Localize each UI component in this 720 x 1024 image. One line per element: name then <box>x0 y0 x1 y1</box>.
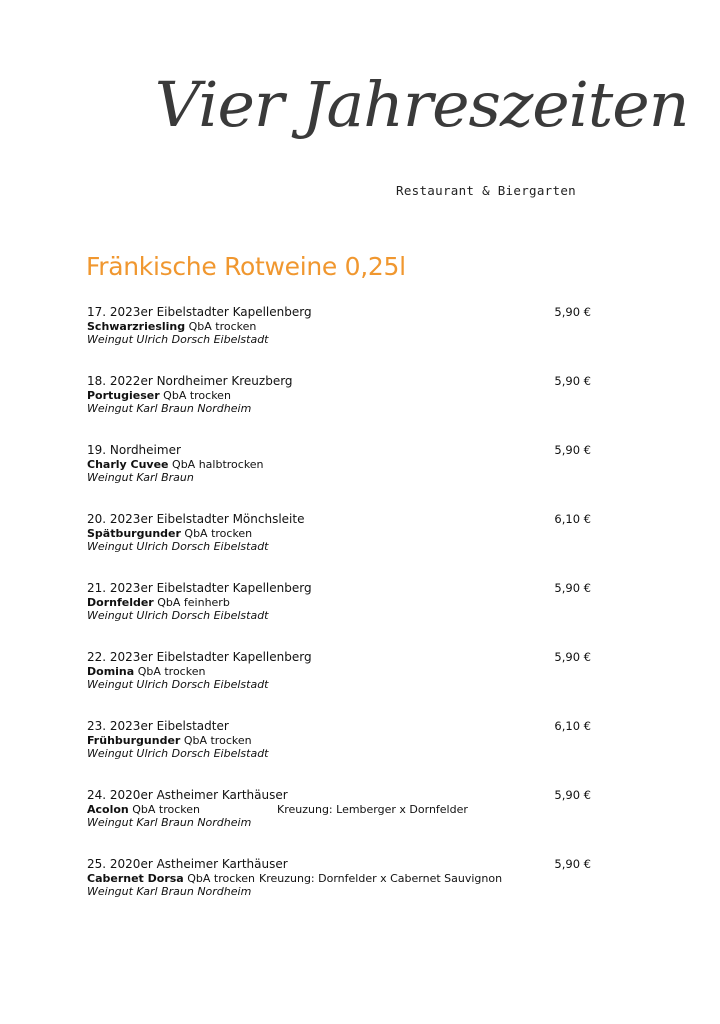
wine-quality: QbA trocken <box>163 388 231 402</box>
wine-title: 25. 2020er Astheimer Karthäuser <box>87 857 288 871</box>
wine-quality: QbA trocken <box>187 871 255 885</box>
logo-subtitle: Restaurant & Biergarten <box>396 183 576 198</box>
wine-title: 20. 2023er Eibelstadter Mönchsleite <box>87 512 305 526</box>
wine-grape: Schwarzriesling <box>87 319 186 333</box>
wine-price: 5,90 € <box>554 581 591 595</box>
wine-crossing: Kreuzung: Dornfelder x Cabernet Sauvignon <box>259 871 503 885</box>
wine-price: 5,90 € <box>554 305 591 319</box>
wine-producer: Weingut Ulrich Dorsch Eibelstadt <box>87 747 269 760</box>
restaurant-logo <box>154 68 689 208</box>
wine-producer: Weingut Karl Braun Nordheim <box>87 885 252 898</box>
wine-quality: QbA feinherb <box>157 595 230 609</box>
wine-producer: Weingut Ulrich Dorsch Eibelstadt <box>87 333 269 346</box>
logo-script-text: Vier Jahreszeiten <box>154 68 689 141</box>
wine-quality: QbA trocken <box>188 319 257 333</box>
wine-price: 5,90 € <box>554 857 591 871</box>
wine-price: 6,10 € <box>554 512 591 526</box>
wine-grape-line <box>87 665 597 679</box>
wine-grape-line <box>87 320 597 334</box>
wine-grape: Portugieser <box>87 388 160 402</box>
wine-quality: QbA trocken <box>137 664 206 678</box>
wine-producer: Weingut Ulrich Dorsch Eibelstadt <box>87 678 269 691</box>
wine-grape: Dornfelder <box>87 595 154 609</box>
wine-crossing: Kreuzung: Lemberger x Dornfelder <box>277 802 468 816</box>
wine-producer: Weingut Karl Braun Nordheim <box>87 816 252 829</box>
wine-item <box>87 513 597 554</box>
wine-quality: QbA halbtrocken <box>172 457 264 471</box>
wine-price: 5,90 € <box>554 788 591 802</box>
wine-producer: Weingut Ulrich Dorsch Eibelstadt <box>87 540 269 553</box>
wine-title: 19. Nordheimer <box>87 443 181 457</box>
wine-title: 18. 2022er Nordheimer Kreuzberg <box>87 374 293 388</box>
wine-grape-line <box>87 734 597 748</box>
wine-grape-line <box>87 458 597 472</box>
wine-grape-line <box>87 389 597 403</box>
wine-grape: Acolon <box>87 802 129 816</box>
wine-producer: Weingut Karl Braun <box>87 471 194 484</box>
wine-item <box>87 375 597 416</box>
wine-item <box>87 444 597 485</box>
wine-grape: Spätburgunder <box>87 526 181 540</box>
wine-item <box>87 858 597 899</box>
wine-title: 23. 2023er Eibelstadter <box>87 719 229 733</box>
wine-title: 21. 2023er Eibelstadter Kapellenberg <box>87 581 312 595</box>
wine-quality: QbA trocken <box>184 526 253 540</box>
wine-producer: Weingut Ulrich Dorsch Eibelstadt <box>87 609 269 622</box>
wine-grape: Charly Cuvee <box>87 457 169 471</box>
section-title: Fränkische Rotweine 0,25l <box>86 252 406 281</box>
wine-grape-line <box>87 527 597 541</box>
wine-title: 24. 2020er Astheimer Karthäuser <box>87 788 288 802</box>
wine-title: 17. 2023er Eibelstadter Kapellenberg <box>87 305 312 319</box>
wine-price: 6,10 € <box>554 719 591 733</box>
wine-item <box>87 720 597 761</box>
wine-grape: Frühburgunder <box>87 733 181 747</box>
wine-item <box>87 582 597 623</box>
wine-producer: Weingut Karl Braun Nordheim <box>87 402 252 415</box>
wine-title: 22. 2023er Eibelstadter Kapellenberg <box>87 650 312 664</box>
wine-quality: QbA trocken <box>183 733 252 747</box>
wine-item <box>87 306 597 347</box>
wine-quality: QbA trocken <box>132 802 201 816</box>
wine-grape: Domina <box>87 664 135 678</box>
wine-item <box>87 651 597 692</box>
wine-price: 5,90 € <box>554 443 591 457</box>
wine-price: 5,90 € <box>554 650 591 664</box>
wine-price: 5,90 € <box>554 374 591 388</box>
wine-item <box>87 789 597 830</box>
wine-grape: Cabernet Dorsa <box>87 871 184 885</box>
wine-grape-line <box>87 596 597 610</box>
